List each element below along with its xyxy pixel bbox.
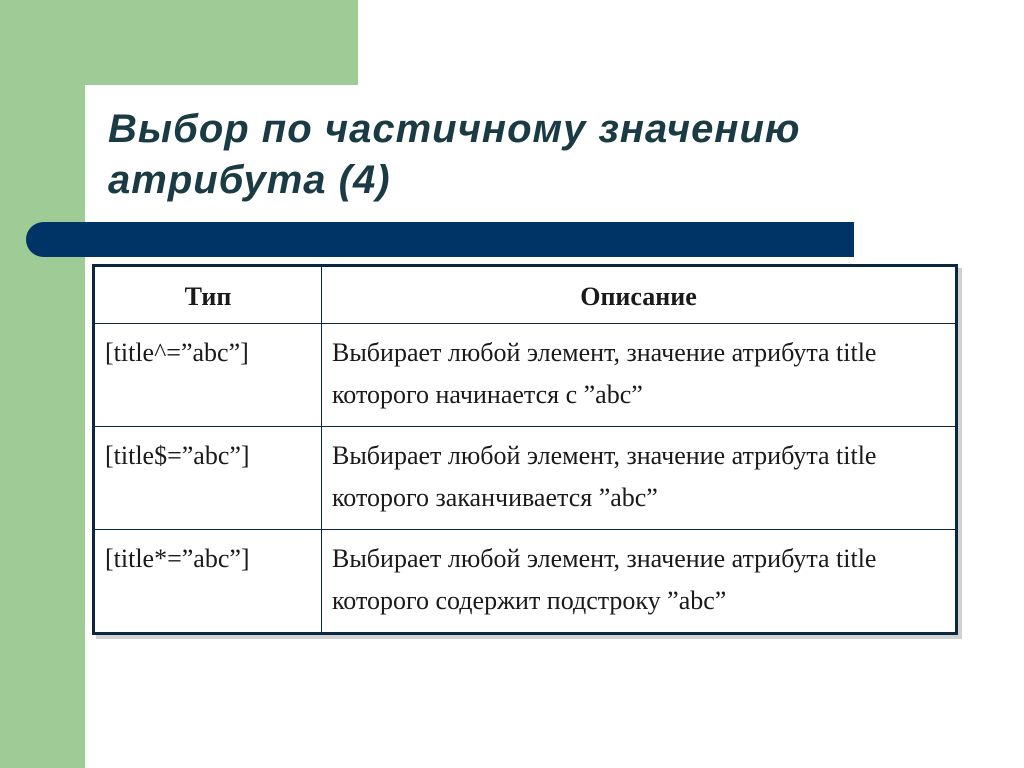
- selector-type: [title$=”abc”]: [94, 427, 322, 530]
- table-row: [94, 324, 957, 427]
- header-type: Тип: [94, 266, 322, 324]
- table-header-row: [94, 266, 957, 324]
- selector-type: [title^=”abc”]: [94, 324, 322, 427]
- selector-description: Выбирает любой элемент, значение атрибута title которого заканчивается ”abc”: [322, 427, 957, 530]
- green-top-block: [0, 0, 358, 85]
- table-row: [94, 427, 957, 530]
- selector-table: [92, 264, 958, 635]
- table-row: [94, 530, 957, 634]
- selector-description: Выбирает любой элемент, значение атрибута title которого содержит подстроку ”abc”: [322, 530, 957, 634]
- green-sidebar-strip: [0, 0, 85, 768]
- header-description: Описание: [322, 266, 957, 324]
- slide-title: Выбор по частичному значению атрибута (4): [108, 107, 801, 202]
- title-divider-bar: [26, 222, 854, 257]
- selector-type: [title*=”abc”]: [94, 530, 322, 634]
- selector-description: Выбирает любой элемент, значение атрибута title которого начинается с ”abc”: [322, 324, 957, 427]
